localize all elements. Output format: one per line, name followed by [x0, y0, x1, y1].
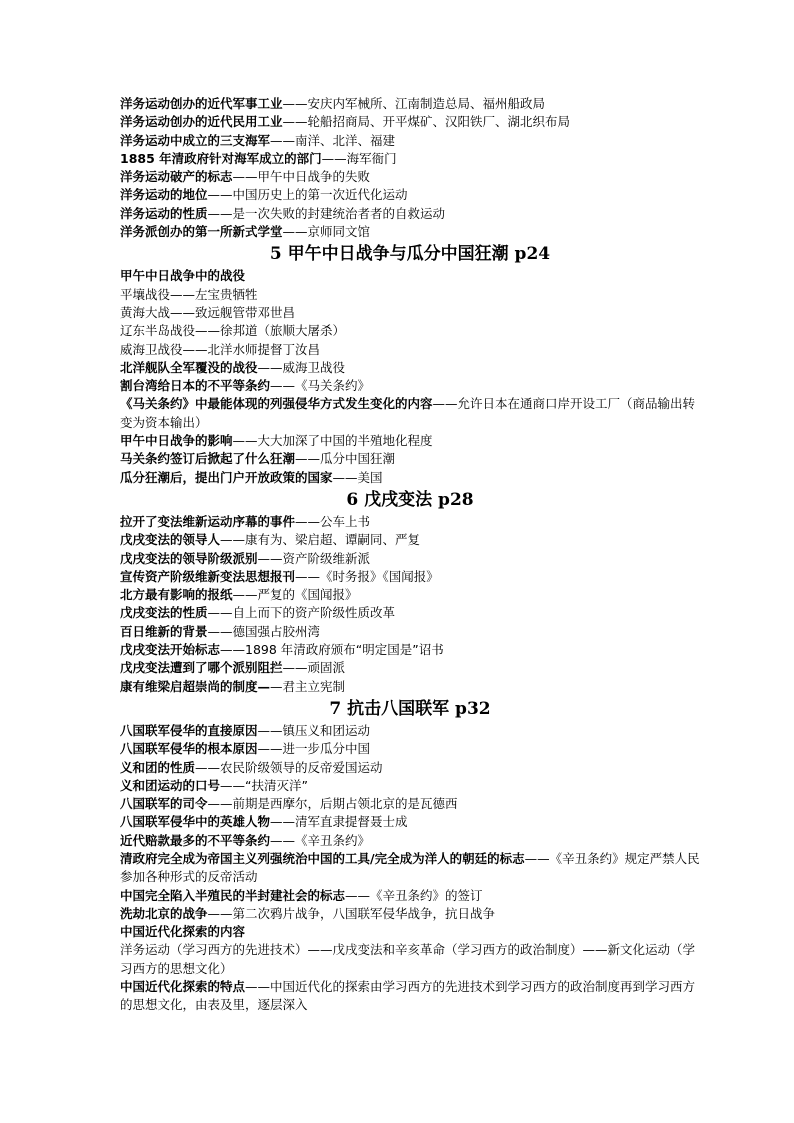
section-yangwu	[120, 95, 700, 241]
fact-answer: ——威海卫战役	[257, 359, 346, 375]
fact-line	[120, 531, 700, 549]
fact-line	[120, 168, 700, 186]
fact-line	[120, 905, 700, 923]
fact-line	[120, 432, 700, 450]
fact-term: 戊戌变法的领导人	[120, 532, 221, 548]
fact-term: 百日维新的背景	[120, 623, 208, 639]
fact-answer: ——进一步瓜分中国	[257, 741, 371, 757]
heading-lesson-7: 7 抗击八国联军 p32	[329, 698, 491, 719]
fact-answer: ——《辛丑条约》	[270, 832, 371, 848]
fact-term: 北方最有影响的报纸	[120, 587, 233, 603]
fact-term: 甲午中日战争中的战役	[120, 268, 246, 284]
fact-line	[120, 322, 700, 340]
fact-answer: ——康有为、梁启超、谭嗣同、严复	[220, 532, 421, 548]
fact-answer: ——农民阶级领导的反帝爱国运动	[195, 759, 383, 775]
fact-answer: ——严复的《国闻报》	[232, 587, 358, 603]
fact-term: 洋务运动创办的近代民用工业	[120, 114, 283, 130]
fact-term: 戊戌变法遭到了哪个派别阻拦	[120, 660, 283, 676]
fact-answer: ——“扶清灭洋”	[220, 777, 308, 793]
fact-answer: ——南洋、北洋、福建	[270, 132, 396, 148]
fact-answer: ——顽固派	[282, 660, 346, 676]
fact-term: 义和团运动的口号	[120, 777, 221, 793]
fact-line	[120, 304, 700, 322]
fact-line	[120, 941, 700, 978]
fact-answer: ——前期是西摩尔，后期占领北京的是瓦德西	[207, 796, 458, 812]
fact-term: 洋务运动创办的近代军事工业	[120, 96, 283, 111]
fact-answer: 辽东半岛战役——徐邦道（旅顺大屠杀）	[120, 323, 346, 339]
fact-answer: ——允许日本在通商口岸开设工厂（商品输出转变为资本输出）	[120, 396, 696, 430]
fact-term: 1885 年清政府针对海军成立的部门	[120, 150, 322, 166]
fact-line	[120, 623, 700, 641]
fact-term: 八国联军侵华的直接原因	[120, 722, 258, 738]
fact-term: 拉开了变法维新运动序幕的事件	[120, 513, 296, 529]
fact-line	[120, 568, 700, 586]
fact-line	[120, 978, 700, 1015]
fact-line	[120, 641, 700, 659]
fact-answer: ——公车上书	[295, 513, 371, 529]
fact-line	[120, 205, 700, 223]
fact-line	[120, 777, 700, 795]
fact-line	[120, 132, 700, 150]
fact-answer: ——《辛丑条约》规定严禁人民参加各种形式的反帝活动	[120, 850, 700, 885]
fact-line	[120, 223, 700, 241]
fact-term: 中国近代化探索的内容	[120, 924, 246, 940]
fact-answer: ——1898 年清政府颁布“明定国是”诏书	[220, 642, 444, 658]
fact-term: 洗劫北京的战争	[120, 905, 208, 921]
fact-answer: —君主立宪制	[270, 678, 346, 694]
fact-answer: ——瓜分中国狂潮	[295, 451, 396, 467]
fact-line	[120, 887, 700, 905]
fact-line	[120, 923, 700, 941]
fact-line	[120, 267, 700, 285]
fact-term: 义和团的性质	[120, 759, 196, 775]
fact-line	[120, 286, 700, 304]
fact-answer: ——清军直隶提督聂士成	[270, 814, 408, 830]
fact-answer: ——美国	[332, 469, 383, 485]
fact-term: 洋务运动破产的标志	[120, 169, 233, 185]
fact-answer: ——《辛丑条约》的签订	[345, 887, 483, 903]
fact-answer: ——轮船招商局、开平煤矿、汉阳铁厂、湖北织布局	[282, 114, 571, 130]
section-lesson-5	[120, 267, 700, 487]
fact-answer: 平壤战役——左宝贵牺牲	[120, 286, 258, 302]
fact-term: 北洋舰队全军覆没的战役	[120, 359, 258, 375]
fact-answer: ——是一次失败的封建统治者者的自救运动	[207, 205, 446, 221]
fact-line	[120, 850, 700, 887]
document-page	[120, 95, 700, 1015]
fact-line	[120, 95, 700, 113]
fact-line	[120, 513, 700, 531]
fact-term: 中国近代化探索的特点	[120, 979, 246, 995]
fact-line	[120, 395, 700, 432]
fact-term: 八国联军侵华的根本原因	[120, 741, 258, 757]
fact-answer: ——大大加深了中国的半殖地化程度	[232, 433, 433, 449]
fact-term: 宣传资产阶级维新变法思想报刊	[120, 568, 296, 584]
fact-line	[120, 150, 700, 168]
fact-line	[120, 759, 700, 777]
heading-lesson-6: 6 戊戌变法 p28	[346, 489, 474, 510]
fact-line	[120, 186, 700, 204]
fact-answer: 洋务运动（学习西方的先进技术）——戊戌变法和辛亥革命（学习西方的政治制度）——新文化运动（学习西方的思想文化）	[120, 942, 696, 976]
fact-answer: 黄海大战——致远舰管带邓世昌	[120, 304, 296, 320]
fact-term: 中国完全陷入半殖民的半封建社会的标志	[120, 887, 346, 903]
fact-answer: ——海军衙门	[321, 150, 397, 166]
fact-line	[120, 678, 700, 696]
fact-answer: ——第二次鸦片战争，八国联军侵华战争，抗日战争	[207, 905, 496, 921]
fact-term: 八国联军侵华中的英雄人物	[120, 814, 271, 830]
fact-line	[120, 450, 700, 468]
fact-line	[120, 795, 700, 813]
fact-line	[120, 604, 700, 622]
fact-line	[120, 586, 700, 604]
fact-term: 康有维梁启超崇尚的制度—	[120, 678, 271, 694]
fact-answer: ——德国强占胶州湾	[207, 623, 321, 639]
fact-line	[120, 359, 700, 377]
fact-line	[120, 377, 700, 395]
fact-term: 瓜分狂潮后，提出门户开放政策的国家	[120, 469, 333, 485]
fact-line	[120, 341, 700, 359]
fact-term: 甲午中日战争的影响	[120, 433, 233, 449]
fact-line	[120, 550, 700, 568]
fact-line	[120, 113, 700, 131]
fact-term: 洋务运动的地位	[120, 187, 208, 203]
fact-line	[120, 722, 700, 740]
fact-line	[120, 740, 700, 758]
fact-term: 戊戌变法的领导阶级派别	[120, 550, 258, 566]
fact-term: 八国联军的司令	[120, 796, 208, 812]
fact-answer: ——自上而下的资产阶级性质改革	[207, 605, 396, 621]
fact-answer: ——《马关条约》	[270, 378, 371, 394]
fact-term: 近代赔款最多的不平等条约	[120, 832, 271, 848]
heading-lesson-5: 5 甲午中日战争与瓜分中国狂潮 p24	[269, 244, 551, 265]
fact-term: 戊戌变法开始标志	[120, 642, 221, 658]
fact-line	[120, 659, 700, 677]
fact-term: 《马关条约》中最能体现的列强侵华方式发生变化的内容	[120, 396, 433, 412]
fact-answer: ——安庆内军械所、江南制造总局、福州船政局	[282, 96, 546, 111]
fact-line	[120, 469, 700, 487]
fact-term: 洋务运动中成立的三支海军	[120, 132, 271, 148]
fact-line	[120, 813, 700, 831]
fact-term: 清政府完全成为帝国主义列强统治中国的工具/完全成为洋人的朝廷的标志	[120, 850, 525, 866]
fact-line	[120, 832, 700, 850]
fact-term: 洋务派创办的第一所新式学堂	[120, 224, 283, 240]
fact-answer: ——资产阶级维新派	[257, 550, 371, 566]
fact-answer: 威海卫战役——北洋水师提督丁汝昌	[120, 341, 321, 357]
fact-term: 洋务运动的性质	[120, 205, 208, 221]
fact-answer: ——中国近代化的探索由学习西方的先进技术到学习西方的政治制度再到学习西方的思想文化，由表及里，逐层深入	[120, 979, 696, 1013]
fact-term: 戊戌变法的性质	[120, 605, 208, 621]
fact-answer: ——甲午中日战争的失败	[232, 169, 371, 185]
fact-answer: ——京师同文馆	[282, 224, 371, 240]
section-lesson-6	[120, 513, 700, 696]
fact-term: 马关条约签订后掀起了什么狂潮	[120, 451, 296, 467]
fact-answer: ——镇压义和团运动	[257, 722, 371, 738]
fact-answer: ——《时务报》《国闻报》	[295, 568, 439, 584]
fact-term: 割台湾给日本的不平等条约	[120, 378, 271, 394]
fact-answer: ——中国历史上的第一次近代化运动	[207, 187, 408, 203]
section-lesson-7	[120, 722, 700, 1015]
